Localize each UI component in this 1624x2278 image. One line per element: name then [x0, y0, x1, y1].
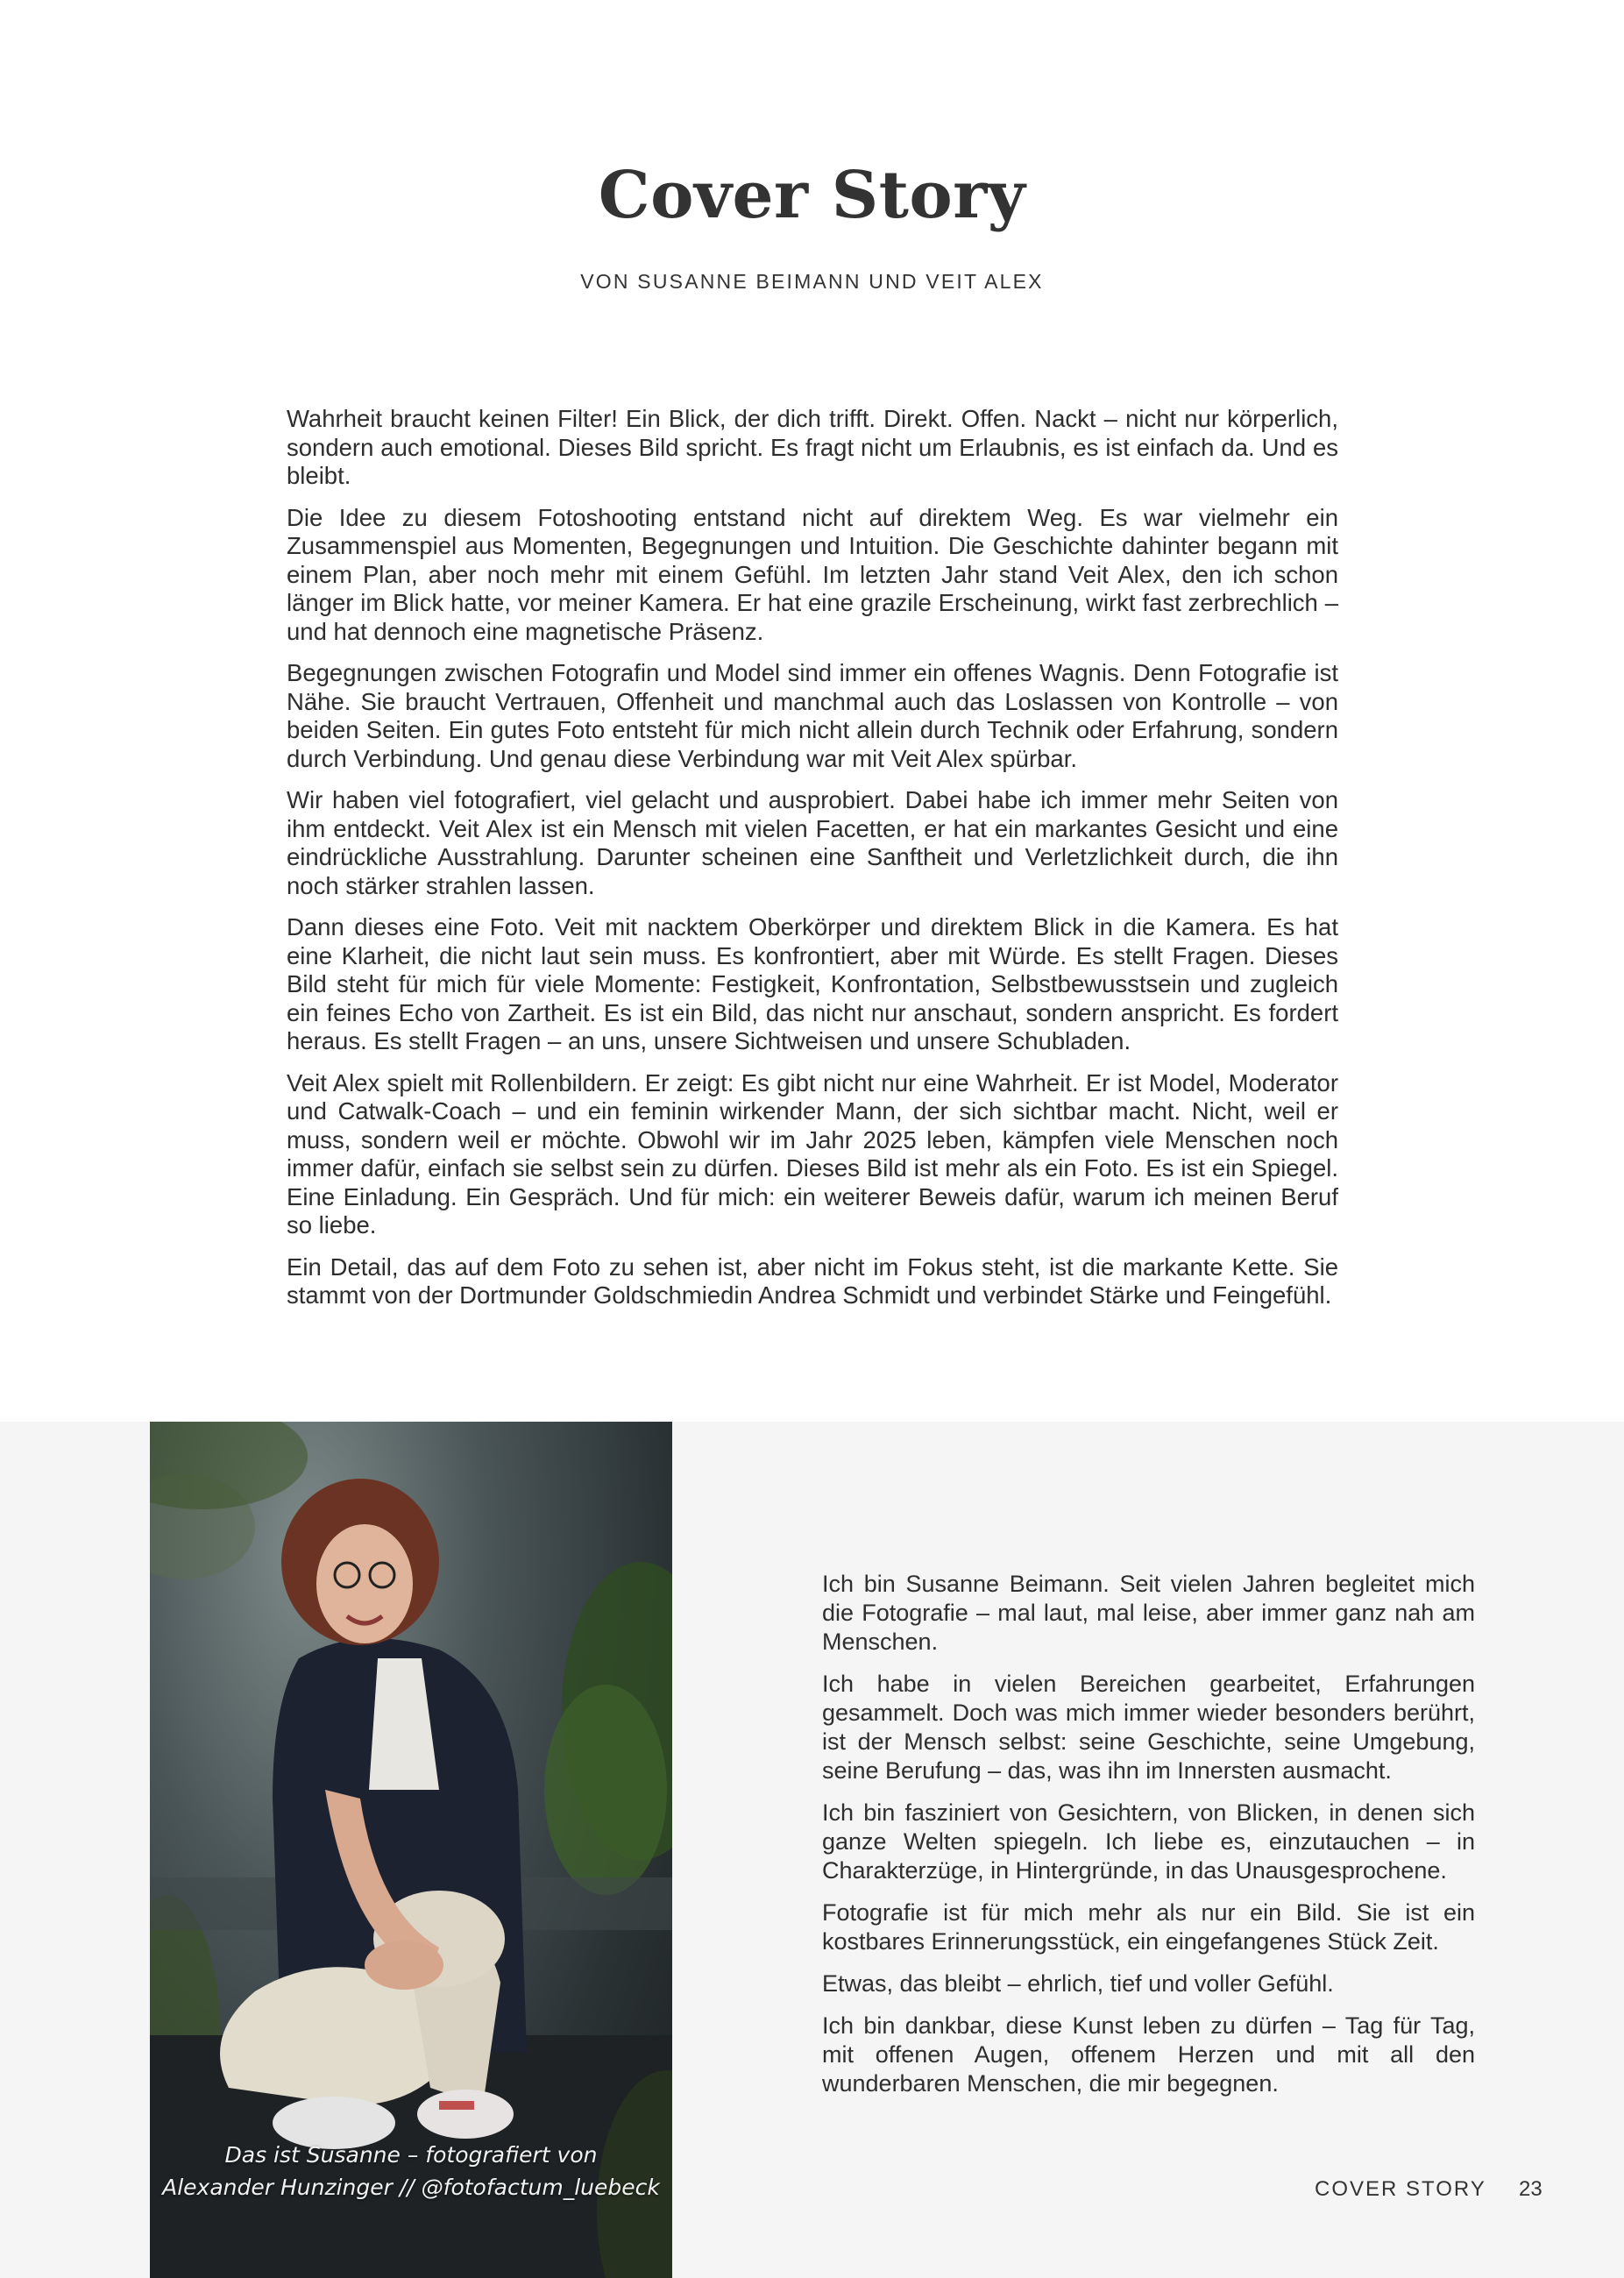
- article-paragraph: Wahrheit braucht keinen Filter! Ein Blick, der dich trifft. Direkt. Offen. Nackt – nicht nur körperlich, sondern auch emotional. Dieses Bild spricht. Es fragt nicht um Erlaubnis, es ist einfach da. Und es bleibt.: [287, 405, 1338, 489]
- article-paragraph: Begegnungen zwischen Fotografin und Model sind immer ein offenes Wagnis. Denn Fotografie ist Nähe. Sie braucht Vertrauen, Offenheit und manchmal auch das Loslassen von Kontrolle – von beiden Seiten. Ein gutes Foto entsteht für mich nicht allein durch Technik oder Erfahrung, sondern durch Verbindung. Und genau diese Verbindung war mit Veit Alex spürbar.: [287, 659, 1338, 772]
- article-paragraph: Die Idee zu diesem Fotoshooting entstand nicht auf direktem Weg. Es war vielmehr ein Zusammenspiel aus Momenten, Begegnungen und Intuition. Die Geschichte dahinter begann mit einem Plan, aber noch mehr mit einem Gefühl. Im letzten Jahr stand Veit Alex, den ich schon länger im Blick hatte, vor meiner Kamera. Er hat eine grazile Erscheinung, wirkt fast zerbrechlich – und hat dennoch eine magnetische Präsenz.: [287, 503, 1338, 645]
- photo-caption-line: Das ist Susanne – fotografiert von: [224, 2142, 598, 2168]
- bio-paragraph: Ich habe in vielen Bereichen gearbeitet, Erfahrungen gesammelt. Doch was mich immer wieder besonders berührt, ist der Mensch selbst: seine Geschichte, seine Umgebung, seine Berufung – das, was ihn im Innersten ausmacht.: [822, 1671, 1475, 1784]
- article-paragraph: Ein Detail, das auf dem Foto zu sehen ist, aber nicht im Fokus steht, ist die markante Kette. Sie stammt von der Dortmunder Goldschmiedin Andrea Schmidt und verbindet Stärke und Feingefühl.: [287, 1253, 1338, 1309]
- article-paragraph: Wir haben viel fotografiert, viel gelacht und ausprobiert. Dabei habe ich immer mehr Seiten von ihm entdeckt. Veit Alex ist ein Mensch mit vielen Facetten, er hat ein markantes Gesicht und eine eindrückliche Ausstrahlung. Darunter scheinen eine Sanftheit und Verletzlichkeit durch, die ihn noch stärker strahlen lassen.: [287, 786, 1338, 899]
- footer-section-label: COVER STORY: [1315, 2177, 1486, 2201]
- byline: VON SUSANNE BEIMANN UND VEIT ALEX: [580, 270, 1044, 293]
- bio-paragraph: Ich bin dankbar, diese Kunst leben zu dürfen – Tag für Tag, mit offenen Augen, offenem Herzen und mit all den wunderbaren Menschen, die mir begegnen.: [822, 2012, 1475, 2097]
- author-bio: [822, 1570, 1475, 2111]
- photo-caption-line: Alexander Hunzinger // @fotofactum_luebeck: [162, 2175, 660, 2200]
- bio-paragraph: Ich bin fasziniert von Gesichtern, von Blicken, in denen sich ganze Welten spiegeln. Ich liebe es, einzutauchen – in Charakterzüge, in Hintergründe, in das Unausgesprochene.: [822, 1799, 1475, 1884]
- bio-paragraph: Etwas, das bleibt – ehrlich, tief und voller Gefühl.: [822, 1970, 1334, 1997]
- article-paragraph: Veit Alex spielt mit Rollenbildern. Er zeigt: Es gibt nicht nur eine Wahrheit. Er ist Model, Moderator und Catwalk-Coach – und ein feminin wirkender Mann, der sich sichtbar macht. Nicht, weil er muss, sondern weil er möchte. Obwohl wir im Jahr 2025 leben, kämpfen viele Menschen noch immer dafür, einfach sie selbst sein zu dürfen. Dieses Bild ist mehr als ein Foto. Es ist ein Spiegel. Eine Einladung. Ein Gespräch. Und für mich: ein weiterer Beweis dafür, warum ich meinen Beruf so liebe.: [287, 1068, 1338, 1238]
- photo-caption: [150, 2139, 672, 2203]
- bio-paragraph: Ich bin Susanne Beimann. Seit vielen Jahren begleitet mich die Fotografie – mal laut, mal leise, aber immer ganz nah am Menschen.: [822, 1571, 1475, 1655]
- page-number: 23: [1519, 2177, 1542, 2201]
- article-body: [287, 405, 1338, 1324]
- page-title: Cover Story: [598, 158, 1026, 233]
- bio-paragraph: Fotografie ist für mich mehr als nur ein Bild. Sie ist ein kostbares Erinnerungsstück, ein eingefangenes Stück Zeit.: [822, 1899, 1475, 1955]
- article-paragraph: Dann dieses eine Foto. Veit mit nacktem Oberkörper und direktem Blick in die Kamera. Es hat eine Klarheit, die nicht laut sein muss. Es konfrontiert, aber mit Würde. Es stellt Fragen. Dieses Bild steht für mich für viele Momente: Festigkeit, Konfrontation, Selbstbewusstsein und zugleich ein feines Echo von Zartheit. Es ist ein Bild, das nicht nur anschaut, sondern anspricht. Es fordert heraus. Es stellt Fragen – an uns, unsere Sichtweisen und unsere Schubladen.: [287, 913, 1338, 1054]
